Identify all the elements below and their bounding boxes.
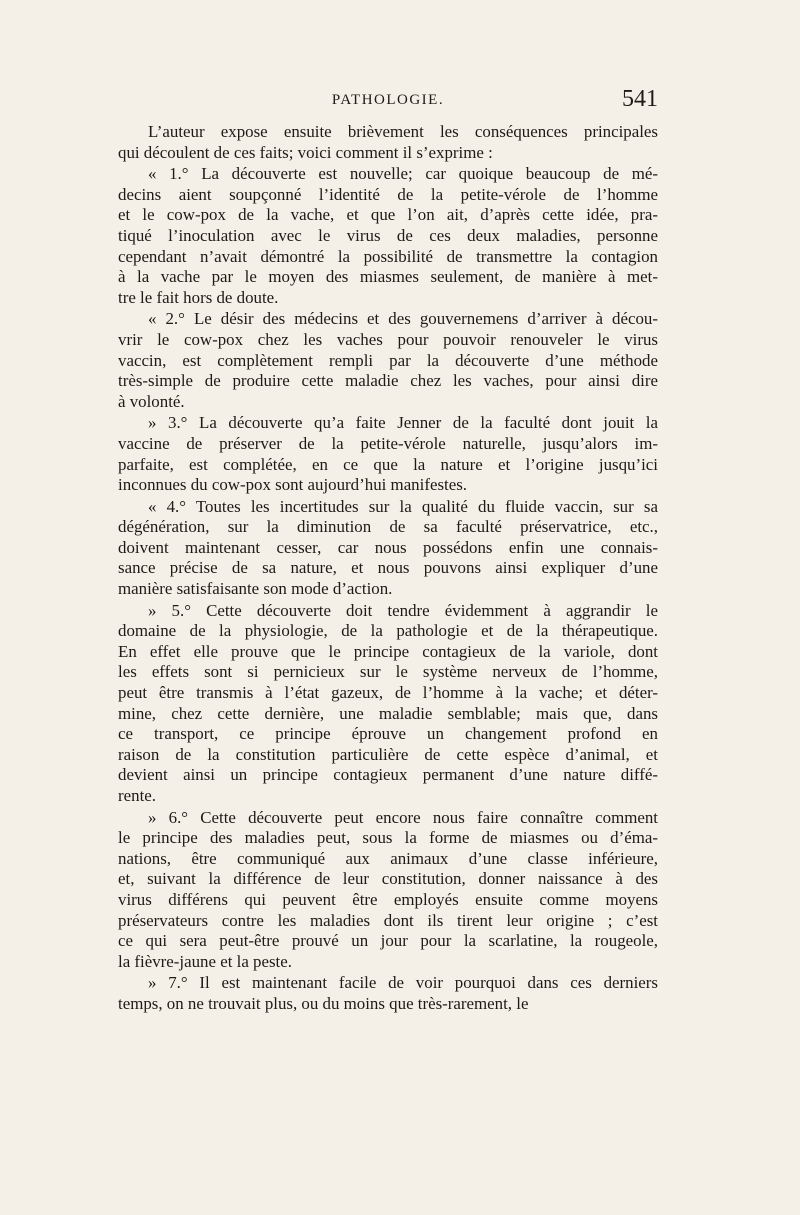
text-line: et, suivant la différence de leur constitution, donner naissance à des [118,869,658,889]
text-line: » 3.° La découverte qu’a faite Jenner de la faculté dont jouit la [148,413,658,433]
text-line: la fièvre-jaune et la peste. [118,951,292,971]
page-header [118,86,658,116]
text-line: doivent maintenant cesser, car nous possédons enfin une connais- [118,537,658,557]
text-line: » 6.° Cette découverte peut encore nous faire connaître comment [148,807,658,827]
text-line: « 4.° Toutes les incertitudes sur la qualité du fluide vaccin, sur sa [148,496,658,516]
text-line: temps, on ne trouvait plus, ou du moins que très-rarement, le [118,993,529,1013]
text-line: nations, être communiqué aux animaux d’une classe inférieure, [118,848,658,868]
text-line: cependant n’avait démontré la possibilité de transmettre la contagion [118,246,658,266]
text-line: le principe des maladies peut, sous la forme de miasmes ou d’éma- [118,828,658,848]
body-text [118,122,658,1016]
text-line: parfaite, est complétée, en ce que la nature et l’origine jusqu’ici [118,454,658,474]
text-line: préservateurs contre les maladies dont ils tirent leur origine ; c’est [118,910,658,930]
text-line: En effet elle prouve que le principe contagieux de la variole, dont [118,641,658,661]
text-line: les effets sont si pernicieux sur le système nerveux de l’homme, [118,662,658,682]
text-line: » 7.° Il est maintenant facile de voir pourquoi dans ces derniers [148,973,658,993]
text-line: sance précise de sa nature, et nous pouvons ainsi expliquer d’une [118,558,658,578]
text-line: rente. [118,786,156,805]
text-line: domaine de la physiologie, de la pathologie et de la thérapeutique. [118,621,658,641]
text-line: peut être transmis à l’état gazeux, de l’homme à la vache; et déter- [118,683,658,703]
page-number: 541 [622,86,658,112]
text-line: devient ainsi un principe contagieux permanent d’une nature diffé- [118,765,658,785]
text-line: vaccin, est complètement rempli par la découverte d’une méthode [118,350,658,370]
text-line: « 2.° Le désir des médecins et des gouvernemens d’arriver à décou- [148,309,658,329]
text-line: vaccine de préserver de la petite-vérole naturelle, jusqu’alors im- [118,433,658,453]
text-line: inconnues du cow-pox sont aujourd’hui manifestes. [118,475,468,495]
text-line: dégénération, sur la diminution de sa faculté préservatrice, etc., [118,517,658,537]
paragraph [118,601,658,807]
text-line: decins aient soupçonné l’identité de la petite-vérole de l’homme [118,184,658,204]
text-line: et le cow-pox de la vache, et que l’on ait, d’après cette idée, pra- [118,205,658,225]
text-line: mine, chez cette dernière, une maladie semblable; mais que, dans [118,703,658,723]
paragraph [118,497,658,600]
text-line: tre le fait hors de doute. [118,287,279,307]
text-line: L’auteur expose ensuite brièvement les conséquences principales [148,122,658,141]
text-line: « 1.° La découverte est nouvelle; car quoique beaucoup de mé- [148,164,658,184]
paragraph [118,122,658,163]
text-line: à la vache par le moyen des miasmes seulement, de manière à met- [118,267,658,287]
paragraph [118,413,658,495]
text-line: ce qui sera peut-être prouvé un jour pour la scarlatine, la rougeole, [118,931,658,951]
text-line: très-simple de produire cette maladie chez les vaches, pour ainsi dire [118,371,658,391]
running-title: PATHOLOGIE. [331,92,445,108]
paragraph [118,973,658,1014]
paragraph [118,164,658,308]
paragraph [118,309,658,412]
text-line: qui découlent de ces faits; voici comment il s’exprime : [118,142,493,162]
text-line: virus différens qui peuvent être employés ensuite comme moyens [118,889,658,909]
text-line: raison de la constitution particulière de cette espèce d’animal, et [118,744,658,764]
paragraph [118,808,658,973]
text-line: tiqué l’inoculation avec le virus de ces deux maladies, personne [118,225,658,245]
text-line: vrir le cow-pox chez les vaches pour pouvoir renouveler le virus [118,329,658,349]
text-line: ce transport, ce principe éprouve un changement profond en [118,724,658,744]
text-line: manière satisfaisante son mode d’action. [118,579,393,599]
text-line: » 5.° Cette découverte doit tendre évidemment à aggrandir le [148,600,658,620]
text-line: à volonté. [118,391,185,411]
